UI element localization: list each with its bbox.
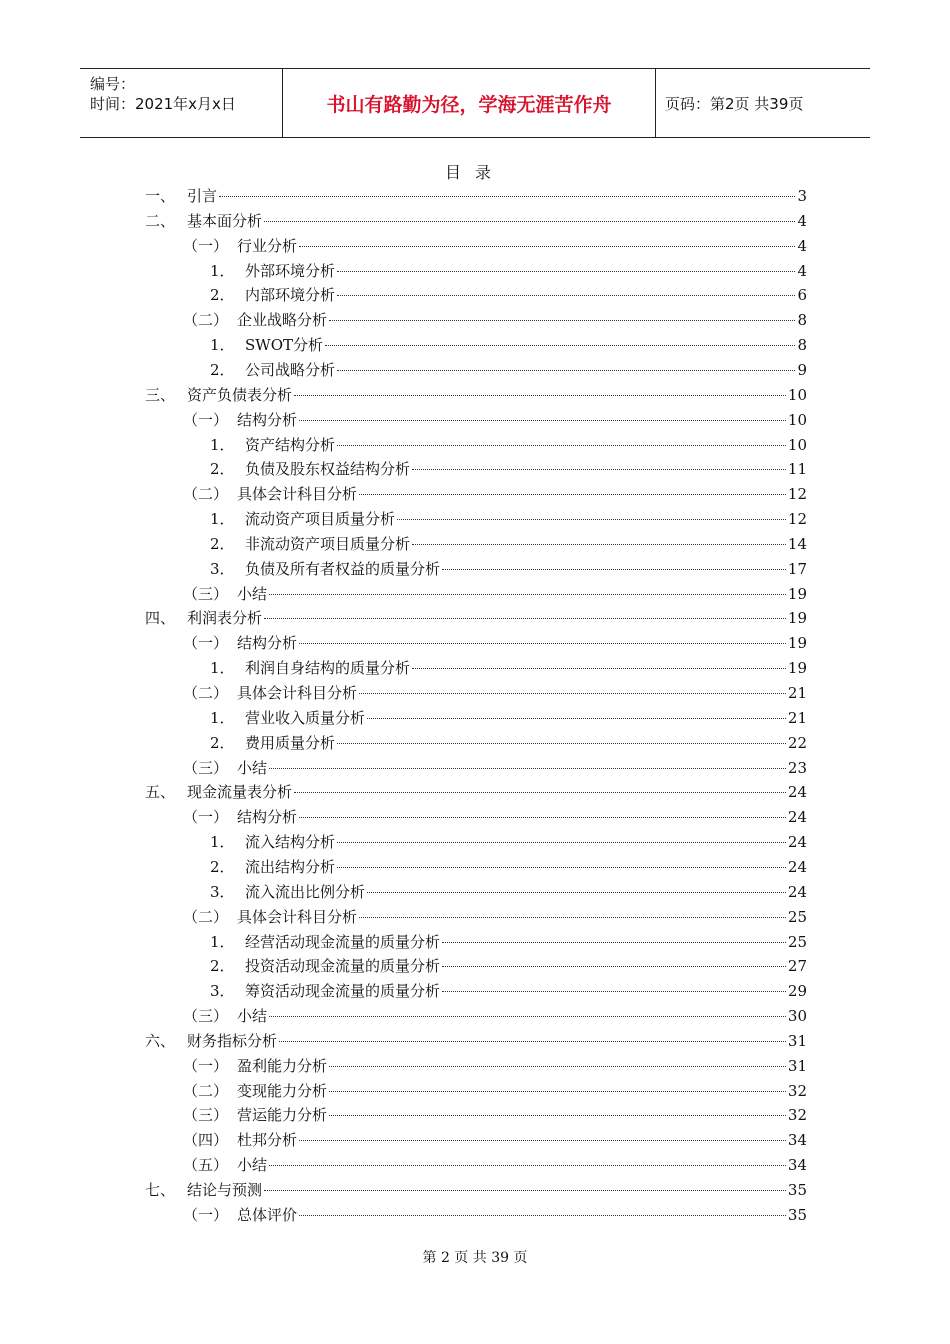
toc-entry-number: （三） (183, 1106, 229, 1125)
toc-entry-number: 1． (210, 708, 235, 727)
toc-entry-label: 结构分析 (237, 808, 298, 827)
toc-entry-label: 公司战略分析 (245, 360, 336, 379)
toc-entry[interactable] (183, 309, 807, 331)
toc-entry-label: 内部环境分析 (245, 286, 336, 305)
toc-entry-number: （一） (183, 808, 229, 827)
toc-entry-label: 流入结构分析 (245, 833, 336, 852)
toc-entry-label: 负债及所有者权益的质量分析 (245, 559, 441, 578)
toc-dot-leader (337, 743, 786, 744)
toc-entry-number: 四、 (145, 609, 176, 628)
toc-entry-page: 31 (787, 1031, 807, 1050)
toc-dot-leader (442, 942, 786, 943)
toc-entry-label: 基本面分析 (187, 211, 263, 230)
toc-entry-label: 负债及股东权益结构分析 (245, 460, 411, 479)
toc-entry-number: 1． (210, 336, 235, 355)
toc-entry[interactable] (210, 508, 807, 530)
toc-entry-page: 34 (787, 1131, 807, 1150)
toc-entry-label: 费用质量分析 (245, 733, 336, 752)
toc-entry[interactable] (210, 831, 807, 853)
toc-entry-number: （三） (183, 584, 229, 603)
toc-entry-number: 2． (210, 957, 235, 976)
toc-entry-number: 1． (210, 932, 235, 951)
toc-entry-label: 投资活动现金流量的质量分析 (245, 957, 441, 976)
toc-entry-number: 1． (210, 435, 235, 454)
toc-entry-label: 财务指标分析 (187, 1031, 278, 1050)
toc-entry[interactable] (145, 384, 807, 406)
toc-entry[interactable] (183, 1055, 807, 1077)
toc-entry[interactable] (145, 1030, 807, 1052)
toc-dot-leader (397, 519, 786, 520)
toc-entry[interactable] (145, 1179, 807, 1201)
toc-entry[interactable] (210, 434, 807, 456)
toc-entry-label: 小结 (237, 1007, 268, 1026)
toc-entry-number: 3． (210, 982, 235, 1001)
toc-dot-leader (299, 246, 795, 247)
toc-entry[interactable] (183, 409, 807, 431)
toc-entry[interactable] (145, 781, 807, 803)
toc-dot-leader (442, 966, 786, 967)
toc-entry-label: 引言 (187, 187, 218, 205)
toc-entry-label: 筹资活动现金流量的质量分析 (245, 982, 441, 1001)
toc-dot-leader (442, 569, 786, 570)
toc-dot-leader (329, 1091, 786, 1092)
toc-entry-number: 1． (210, 261, 235, 280)
toc-entry-label: 利润自身结构的质量分析 (245, 659, 411, 678)
toc-dot-leader (264, 618, 786, 619)
toc-entry-label: 变现能力分析 (237, 1081, 328, 1100)
toc-entry-label: 非流动资产项目质量分析 (245, 534, 411, 553)
toc-entry-label: 利润表分析 (187, 609, 263, 628)
toc-entry-label: 资产负债表分析 (187, 385, 293, 404)
toc-entry[interactable] (183, 583, 807, 605)
toc-entry[interactable] (183, 1154, 807, 1176)
toc-dot-leader (359, 693, 786, 694)
toc-entry-number: 2． (210, 534, 235, 553)
toc-entry-page: 31 (787, 1056, 807, 1075)
toc-entry-label: 具体会计科目分析 (237, 485, 358, 504)
toc-entry[interactable] (210, 881, 807, 903)
toc-dot-leader (269, 594, 786, 595)
toc-entry-page: 4 (797, 261, 807, 280)
toc-entry-page: 8 (797, 336, 807, 355)
toc-entry[interactable] (210, 558, 807, 580)
toc-entry-label: 具体会计科目分析 (237, 684, 358, 702)
toc-entry-page: 19 (787, 659, 807, 678)
toc-entry[interactable] (210, 931, 807, 953)
toc-entry[interactable] (210, 657, 807, 679)
toc-entry-number: 1． (210, 510, 235, 529)
toc-entry-page: 25 (787, 932, 807, 951)
toc-dot-leader (359, 917, 786, 918)
toc-entry-label: 盈利能力分析 (237, 1056, 328, 1075)
toc-entry-number: （一） (183, 634, 229, 653)
toc-entry-number: （二） (183, 907, 229, 926)
toc-entry-number: （一） (183, 1205, 229, 1224)
toc-entry-page: 11 (787, 460, 807, 479)
toc-dot-leader (337, 842, 786, 843)
header-meta-cell (80, 69, 283, 137)
toc-entry-page: 32 (787, 1081, 807, 1100)
toc-entry[interactable] (183, 806, 807, 828)
toc-entry-page: 21 (787, 708, 807, 727)
toc-entry-number: （三） (183, 758, 229, 777)
toc-entry[interactable] (183, 235, 807, 257)
toc-entry-label: 结论与预测 (187, 1181, 263, 1199)
toc-dot-leader (264, 221, 795, 222)
toc-entry-page: 32 (787, 1106, 807, 1125)
toc-entry[interactable] (210, 980, 807, 1002)
toc-entry-page: 9 (797, 360, 807, 379)
toc-entry[interactable] (210, 955, 807, 977)
header-page-info: 页码：第2页 共39页 (665, 94, 804, 113)
toc-entry-page: 35 (787, 1205, 807, 1224)
toc-entry-label: 杜邦分析 (237, 1131, 298, 1150)
toc-entry-number: 3． (210, 882, 235, 901)
toc-entry-page: 14 (787, 534, 807, 553)
toc-entry-page: 19 (787, 609, 807, 628)
toc-entry-number: 三、 (145, 385, 176, 404)
toc-entry-page: 10 (787, 410, 807, 429)
toc-dot-leader (337, 867, 786, 868)
toc-entry-number: （一） (183, 410, 229, 429)
toc-entry[interactable] (210, 707, 807, 729)
toc-dot-leader (294, 792, 786, 793)
toc-entry-number: 2． (210, 286, 235, 305)
toc-dot-leader (412, 544, 786, 545)
toc-dot-leader (412, 668, 786, 669)
toc-entry[interactable] (183, 1080, 807, 1102)
toc-entry-page: 19 (787, 584, 807, 603)
toc-dot-leader (359, 494, 786, 495)
toc-entry-label: 总体评价 (237, 1205, 298, 1224)
toc-entry-page: 27 (787, 957, 807, 976)
toc-entry-label: 具体会计科目分析 (237, 907, 358, 926)
toc-dot-leader (264, 1190, 786, 1191)
toc-entry-number: （二） (183, 485, 229, 504)
toc-entry[interactable] (183, 1129, 807, 1151)
page-footer: 第 2 页 共 39 页 (422, 1250, 528, 1266)
toc-entry[interactable] (183, 682, 807, 704)
toc-entry-page: 4 (797, 236, 807, 255)
toc-entry[interactable] (210, 334, 807, 356)
toc-entry-label: 流动资产项目质量分析 (245, 510, 396, 529)
toc-entry-number: 七、 (145, 1181, 176, 1199)
toc-entry-number: （四） (183, 1131, 229, 1150)
toc-dot-leader (299, 1140, 786, 1141)
toc-entry-label: 小结 (237, 1156, 268, 1175)
toc-entry-page: 8 (797, 311, 807, 330)
toc-entry-page: 6 (797, 286, 807, 305)
toc-entry-number: （五） (183, 1156, 229, 1175)
page-header (80, 68, 870, 138)
toc-entry-number: （三） (183, 1007, 229, 1026)
toc-entry-number: 1． (210, 659, 235, 678)
toc-entry-page: 25 (787, 907, 807, 926)
toc-entry-label: 营运能力分析 (237, 1106, 328, 1125)
toc-entry-page: 12 (787, 485, 807, 504)
toc-entry[interactable] (210, 732, 807, 754)
toc-entry[interactable] (210, 359, 807, 381)
toc-entry-number: 1． (210, 833, 235, 852)
toc-entry-page: 24 (787, 882, 807, 901)
toc-dot-leader (337, 445, 786, 446)
toc-entry[interactable] (210, 284, 807, 306)
toc-entry-number: （二） (183, 684, 229, 702)
toc-entry[interactable] (210, 856, 807, 878)
toc-entry-page: 12 (787, 510, 807, 529)
toc-entry-number: 2． (210, 733, 235, 752)
toc-dot-leader (412, 469, 786, 470)
toc-entry[interactable] (183, 1204, 807, 1226)
toc-entry-page: 22 (787, 733, 807, 752)
toc-entry-label: 外部环境分析 (245, 261, 336, 280)
toc-entry-label: 小结 (237, 758, 268, 777)
toc-entry-number: 六、 (145, 1031, 176, 1050)
toc-entry-page: 35 (787, 1181, 807, 1199)
toc-entry-page: 23 (787, 758, 807, 777)
toc-entry-label: 流入流出比例分析 (245, 882, 366, 901)
toc-dot-leader (442, 991, 786, 992)
toc-entry-page: 29 (787, 982, 807, 1001)
toc-entry-label: 资产结构分析 (245, 435, 336, 454)
toc-entry-label: 企业战略分析 (237, 311, 328, 330)
toc-dot-leader (325, 345, 795, 346)
toc-entry[interactable] (183, 1005, 807, 1027)
toc-entry[interactable] (183, 483, 807, 505)
toc-entry-label: 经营活动现金流量的质量分析 (245, 932, 441, 951)
toc-dot-leader (337, 271, 795, 272)
toc-entry[interactable] (183, 757, 807, 779)
toc-entry-page: 24 (787, 857, 807, 876)
toc-dot-leader (299, 643, 786, 644)
toc-entry-label: SWOT分析 (245, 336, 323, 355)
toc-entry-label: 行业分析 (237, 236, 298, 255)
toc-dot-leader (269, 1165, 786, 1166)
toc-entry-label: 现金流量表分析 (187, 783, 293, 802)
toc-entry-page: 10 (787, 435, 807, 454)
toc-entry-page: 24 (787, 833, 807, 852)
toc-entry-page: 17 (787, 559, 807, 578)
toc-entry-number: 3． (210, 559, 235, 578)
toc-dot-leader (329, 1115, 786, 1116)
toc-entry-label: 营业收入质量分析 (245, 708, 366, 727)
toc-dot-leader (269, 768, 786, 769)
toc-entry[interactable] (210, 533, 807, 555)
toc-dot-leader (337, 370, 795, 371)
toc-entry-label: 小结 (237, 584, 268, 603)
toc-entry[interactable] (145, 607, 807, 629)
toc-entry-number: 五、 (145, 783, 176, 802)
toc-entry-number: （一） (183, 236, 229, 255)
toc-entry[interactable] (183, 906, 807, 928)
toc-entry-page: 24 (787, 808, 807, 827)
toc-dot-leader (219, 196, 795, 197)
toc-dot-leader (279, 1041, 786, 1042)
toc-dot-leader (337, 295, 795, 296)
toc-entry[interactable] (210, 260, 807, 282)
toc-dot-leader (367, 718, 786, 719)
toc-entry-number: 一、 (145, 187, 176, 205)
toc-entry[interactable] (183, 632, 807, 654)
toc-entry-label: 流出结构分析 (245, 857, 336, 876)
toc-entry-page: 21 (787, 684, 807, 702)
toc-dot-leader (299, 420, 786, 421)
toc-entry-label: 结构分析 (237, 634, 298, 653)
toc-entry-number: （二） (183, 311, 229, 330)
toc-entry-page: 24 (787, 783, 807, 802)
toc-entry-label: 结构分析 (237, 410, 298, 429)
toc-entry[interactable] (145, 210, 807, 232)
toc-entry-page: 10 (787, 385, 807, 404)
toc-entry-number: （一） (183, 1056, 229, 1075)
toc-entry-page: 3 (797, 187, 807, 205)
toc-entry-number: 二、 (145, 211, 176, 230)
time-label: 时间：2021年x月x日 (90, 95, 236, 113)
toc-entry-page: 34 (787, 1156, 807, 1175)
toc-dot-leader (294, 395, 786, 396)
toc-dot-leader (329, 320, 795, 321)
toc-title: 目录 (444, 163, 505, 182)
serial-label: 编号： (90, 75, 136, 93)
toc-entry[interactable] (145, 185, 807, 207)
toc-entry-page: 4 (797, 211, 807, 230)
toc-entry-page: 30 (787, 1007, 807, 1026)
header-motto: 书山有路勤为径，学海无涯苦作舟 (283, 69, 656, 137)
toc-entry-number: 2． (210, 460, 235, 479)
toc-entry-number: 2． (210, 360, 235, 379)
toc-dot-leader (269, 1016, 786, 1017)
toc-entry-page: 19 (787, 634, 807, 653)
toc-entry-number: （二） (183, 1081, 229, 1100)
toc-entry-number: 2． (210, 857, 235, 876)
toc-entry[interactable] (183, 1104, 807, 1126)
toc-entry[interactable] (210, 458, 807, 480)
toc-dot-leader (329, 1066, 786, 1067)
toc-dot-leader (299, 1215, 786, 1216)
toc-dot-leader (299, 817, 786, 818)
toc-dot-leader (367, 892, 786, 893)
